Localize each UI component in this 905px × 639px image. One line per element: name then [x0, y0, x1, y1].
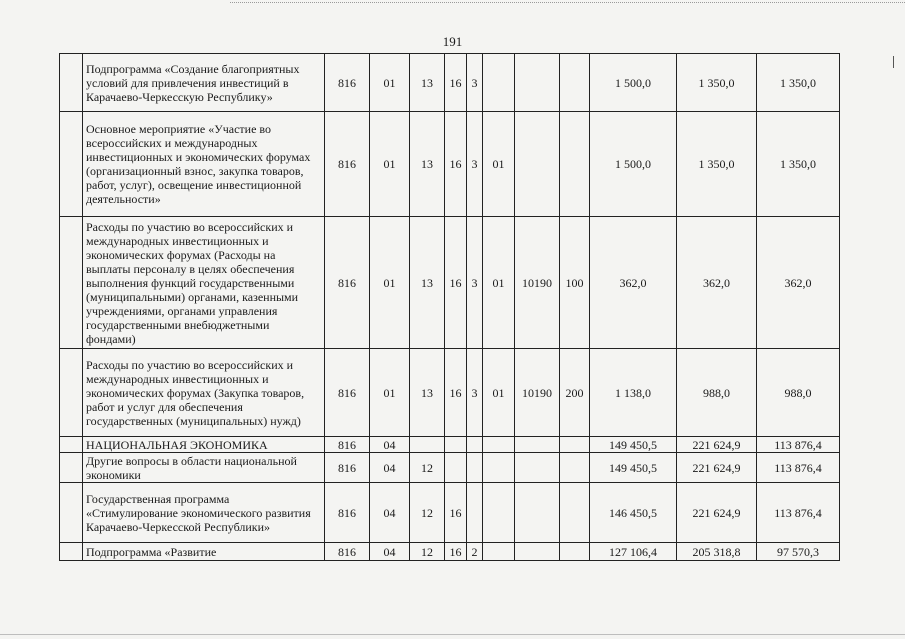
amount-year-1: 146 450,5	[590, 483, 677, 543]
amount-year-2: 1 350,0	[677, 54, 757, 112]
measure-code	[483, 54, 515, 112]
subsection-code: 13	[410, 217, 445, 349]
measure-code: 01	[483, 112, 515, 217]
direction-code: 10190	[515, 217, 560, 349]
section-code: 01	[370, 349, 410, 437]
subprogram-code: 2	[467, 543, 483, 561]
ministry-code: 816	[325, 437, 370, 453]
row-name: Другие вопросы в области национальной экономики	[83, 453, 325, 483]
program-code: 16	[445, 483, 467, 543]
subprogram-code	[467, 453, 483, 483]
table-row	[60, 543, 840, 561]
row-name: Подпрограмма «Создание благоприятных условий для привлечения инвестиций в Карачаево-Черкесскую Республику»	[83, 54, 325, 112]
program-code: 16	[445, 349, 467, 437]
amount-year-1: 149 450,5	[590, 453, 677, 483]
section-code: 04	[370, 453, 410, 483]
row-name: Расходы по участию во всероссийских и международных инвестиционных и экономических форумах (Закупка товаров, работ и услуг для обеспечения государственных (муниципальных) нужд)	[83, 349, 325, 437]
indent-cell	[60, 349, 83, 437]
expense-type-code	[560, 453, 590, 483]
subsection-code: 13	[410, 349, 445, 437]
section-code: 01	[370, 217, 410, 349]
indent-cell	[60, 217, 83, 349]
subprogram-code	[467, 437, 483, 453]
subsection-code: 12	[410, 543, 445, 561]
amount-year-3: 97 570,3	[757, 543, 840, 561]
subprogram-code: 3	[467, 112, 483, 217]
margin-mark	[893, 56, 894, 68]
table-row	[60, 483, 840, 543]
indent-cell	[60, 112, 83, 217]
section-code: 04	[370, 437, 410, 453]
indent-cell	[60, 54, 83, 112]
expense-type-code: 200	[560, 349, 590, 437]
table-row	[60, 54, 840, 112]
amount-year-2: 205 318,8	[677, 543, 757, 561]
ministry-code: 816	[325, 112, 370, 217]
ministry-code: 816	[325, 483, 370, 543]
expense-type-code	[560, 543, 590, 561]
amount-year-3: 113 876,4	[757, 437, 840, 453]
amount-year-3: 113 876,4	[757, 453, 840, 483]
amount-year-1: 1 500,0	[590, 54, 677, 112]
row-name: Подпрограмма «Развитие	[83, 543, 325, 561]
subsection-code: 13	[410, 112, 445, 217]
direction-code	[515, 543, 560, 561]
amount-year-2: 988,0	[677, 349, 757, 437]
subprogram-code	[467, 483, 483, 543]
subprogram-code: 3	[467, 217, 483, 349]
ministry-code: 816	[325, 453, 370, 483]
subprogram-code: 3	[467, 349, 483, 437]
direction-code	[515, 437, 560, 453]
measure-code	[483, 483, 515, 543]
amount-year-1: 1 500,0	[590, 112, 677, 217]
amount-year-3: 113 876,4	[757, 483, 840, 543]
amount-year-1: 127 106,4	[590, 543, 677, 561]
program-code	[445, 453, 467, 483]
amount-year-2: 221 624,9	[677, 483, 757, 543]
amount-year-3: 362,0	[757, 217, 840, 349]
measure-code	[483, 543, 515, 561]
subsection-code: 13	[410, 54, 445, 112]
scan-edge-top	[230, 2, 905, 3]
row-name: Основное мероприятие «Участие во всероссийских и международных инвестиционных и экономических форумах (организационный взнос, закупка товаров, работ, услуг), освещение инвестиционной деятельности»	[83, 112, 325, 217]
direction-code	[515, 453, 560, 483]
amount-year-2: 221 624,9	[677, 437, 757, 453]
ministry-code: 816	[325, 217, 370, 349]
section-code: 01	[370, 54, 410, 112]
amount-year-3: 988,0	[757, 349, 840, 437]
ministry-code: 816	[325, 543, 370, 561]
row-name: Расходы по участию во всероссийских и международных инвестиционных и экономических форумах (Расходы на выплаты персоналу в целях обеспечения выполнения функций государственными (муниципальными) органами, казенными учреждениями, органами управления государственными внебюджетными фондами)	[83, 217, 325, 349]
amount-year-1: 149 450,5	[590, 437, 677, 453]
direction-code	[515, 483, 560, 543]
table-row	[60, 437, 840, 453]
row-name: Государственная программа «Стимулирование экономического развития Карачаево-Черкесской Республики»	[83, 483, 325, 543]
program-code: 16	[445, 54, 467, 112]
budget-table	[59, 53, 840, 561]
row-name: НАЦИОНАЛЬНАЯ ЭКОНОМИКА	[83, 437, 325, 453]
program-code: 16	[445, 217, 467, 349]
measure-code	[483, 453, 515, 483]
subsection-code: 12	[410, 483, 445, 543]
direction-code	[515, 112, 560, 217]
program-code: 16	[445, 112, 467, 217]
expense-type-code	[560, 483, 590, 543]
amount-year-2: 221 624,9	[677, 453, 757, 483]
page-number: 191	[442, 34, 463, 49]
amount-year-1: 362,0	[590, 217, 677, 349]
program-code: 16	[445, 543, 467, 561]
table-row	[60, 453, 840, 483]
measure-code: 01	[483, 217, 515, 349]
table-row	[60, 112, 840, 217]
subsection-code	[410, 437, 445, 453]
expense-type-code: 100	[560, 217, 590, 349]
direction-code	[515, 54, 560, 112]
expense-type-code	[560, 112, 590, 217]
measure-code	[483, 437, 515, 453]
amount-year-3: 1 350,0	[757, 112, 840, 217]
expense-type-code	[560, 54, 590, 112]
amount-year-3: 1 350,0	[757, 54, 840, 112]
amount-year-1: 1 138,0	[590, 349, 677, 437]
ministry-code: 816	[325, 349, 370, 437]
expense-type-code	[560, 437, 590, 453]
indent-cell	[60, 453, 83, 483]
scan-edge-bottom	[0, 634, 905, 635]
indent-cell	[60, 483, 83, 543]
table-row	[60, 217, 840, 349]
amount-year-2: 362,0	[677, 217, 757, 349]
subsection-code: 12	[410, 453, 445, 483]
section-code: 04	[370, 543, 410, 561]
indent-cell	[60, 543, 83, 561]
subprogram-code: 3	[467, 54, 483, 112]
amount-year-2: 1 350,0	[677, 112, 757, 217]
indent-cell	[60, 437, 83, 453]
measure-code: 01	[483, 349, 515, 437]
table-row	[60, 349, 840, 437]
program-code	[445, 437, 467, 453]
section-code: 04	[370, 483, 410, 543]
section-code: 01	[370, 112, 410, 217]
direction-code: 10190	[515, 349, 560, 437]
ministry-code: 816	[325, 54, 370, 112]
